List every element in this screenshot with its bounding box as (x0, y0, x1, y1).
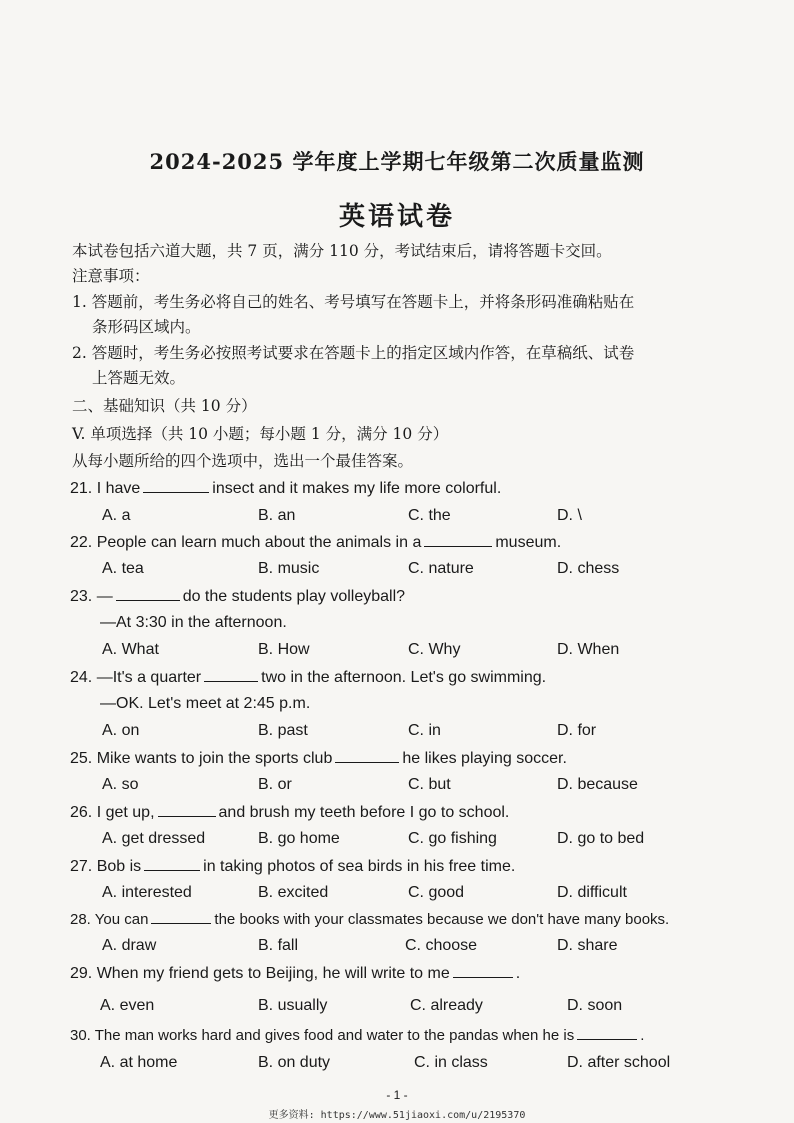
direction-text: 从每小题所给的四个选项中，选出一个最佳答案。 (72, 452, 414, 470)
option-a: A. even (100, 997, 155, 1014)
question-text: the books with your classmates because we don't have many books. (214, 911, 670, 928)
notice-item-2-cont: 上答题无效。 (92, 369, 186, 387)
option-a: A. draw (102, 937, 157, 954)
option-c: C. in (408, 722, 441, 739)
option-c: C. nature (408, 560, 474, 577)
option-d: D. after school (567, 1054, 671, 1071)
option-b: B. fall (258, 937, 299, 954)
exam-subtitle: 英语试卷 (338, 202, 455, 232)
question-text: 23. — (70, 588, 113, 605)
answer-blank (577, 1025, 637, 1040)
question-text: 24. —It's a quarter (70, 669, 202, 686)
option-b: B. usually (258, 997, 328, 1014)
exam-title: 2024-2025 学年度上学期七年级第二次质量监测 (149, 149, 645, 174)
question-text: and brush my teeth before I go to school. (218, 804, 510, 821)
question-text: do the students play volleyball? (182, 588, 406, 605)
option-c: C. the (408, 507, 451, 524)
option-c: C. good (408, 884, 465, 901)
notice-item-2: 2. 答题时，考生务必按照考试要求在答题卡上的指定区域内作答，在草稿纸、试卷 (72, 344, 635, 362)
notice-item-1-cont: 条形码区域内。 (92, 318, 201, 336)
page-number: - 1 - (386, 1088, 408, 1102)
option-c: C. go fishing (408, 830, 497, 847)
intro-text: 本试卷包括六道大题，共 7 页，满分 110 分，考试结束后，请将答题卡交回。 (72, 242, 612, 260)
question-30 (70, 1025, 644, 1046)
option-a: A. so (102, 776, 139, 793)
question-text: 25. Mike wants to join the sports club (70, 750, 333, 767)
question-29 (70, 963, 520, 984)
answer-blank (424, 532, 492, 547)
footer-link[interactable]: 更多资料: https://www.51jiaoxi.com/u/2195370 (268, 1110, 526, 1121)
question-text: 22. People can learn much about the animals in a (70, 534, 422, 551)
question-text: . (515, 965, 521, 982)
question-text: two in the afternoon. Let's go swimming. (261, 669, 547, 686)
question-27 (70, 856, 515, 877)
options-26 (0, 829, 794, 849)
option-c: C. in class (414, 1054, 488, 1071)
option-d: D. share (557, 937, 618, 954)
answer-blank (204, 667, 258, 682)
notice-item-1: 1. 答题前，考生务必将自己的姓名、考号填写在答题卡上，并将条形码准确粘贴在 (72, 293, 635, 311)
option-a: A. get dressed (102, 830, 206, 847)
option-b: B. go home (258, 830, 340, 847)
option-a: A. a (102, 507, 131, 524)
question-25 (70, 748, 567, 769)
question-text: 21. I have (70, 480, 141, 497)
options-21 (0, 506, 794, 526)
answer-blank (158, 802, 216, 817)
question-23-answer: —At 3:30 in the afternoon. (100, 614, 287, 631)
question-text: 30. The man works hard and gives food and water to the pandas when he is (70, 1027, 575, 1044)
options-27 (0, 883, 794, 903)
answer-blank (144, 856, 200, 871)
option-d: D. for (557, 722, 597, 739)
option-a: A. tea (102, 560, 144, 577)
option-c: C. but (408, 776, 451, 793)
question-24-answer: —OK. Let's meet at 2:45 p.m. (100, 695, 311, 712)
option-b: B. past (258, 722, 308, 739)
part-heading: 二、基础知识（共 10 分） (72, 397, 257, 415)
question-24 (70, 667, 546, 688)
question-text: 26. I get up, (70, 804, 155, 821)
options-30 (0, 1053, 794, 1073)
option-d: D. difficult (557, 884, 627, 901)
option-d: D. go to bed (557, 830, 645, 847)
option-a: A. What (102, 641, 159, 658)
question-text: in taking photos of sea birds in his free time. (203, 858, 516, 875)
option-b: B. How (258, 641, 310, 658)
option-a: A. at home (100, 1054, 178, 1071)
question-22 (70, 532, 561, 553)
answer-blank (335, 748, 399, 763)
answer-blank (151, 909, 211, 924)
option-d: D. When (557, 641, 620, 658)
option-d: D. because (557, 776, 638, 793)
notice-heading: 注意事项： (72, 267, 150, 285)
option-c: C. choose (405, 937, 478, 954)
option-d: D. \ (557, 507, 582, 524)
question-26 (70, 802, 509, 823)
options-28 (0, 936, 794, 956)
answer-blank (116, 586, 180, 601)
option-d: D. soon (567, 997, 623, 1014)
question-text: 29. When my friend gets to Beijing, he will write to me (70, 965, 450, 982)
question-text: 28. You can (70, 911, 149, 928)
options-24 (0, 721, 794, 741)
options-25 (0, 775, 794, 795)
option-b: B. on duty (258, 1054, 331, 1071)
option-b: B. an (258, 507, 296, 524)
options-29 (0, 996, 794, 1016)
option-a: A. interested (102, 884, 192, 901)
option-a: A. on (102, 722, 140, 739)
question-text: 27. Bob is (70, 858, 142, 875)
question-text: insect and it makes my life more colorful. (212, 480, 502, 497)
option-c: C. Why (408, 641, 461, 658)
question-28 (70, 909, 669, 930)
question-text: . (640, 1027, 645, 1044)
option-b: B. or (258, 776, 292, 793)
answer-blank (143, 478, 209, 493)
options-23 (0, 640, 794, 660)
answer-blank (453, 963, 513, 978)
sub-heading: V. 单项选择（共 10 小题；每小题 1 分，满分 10 分） (72, 425, 449, 443)
option-b: B. music (258, 560, 320, 577)
question-23 (70, 586, 405, 607)
option-d: D. chess (557, 560, 620, 577)
question-21 (70, 478, 501, 499)
question-text: he likes playing soccer. (402, 750, 567, 767)
question-text: museum. (495, 534, 562, 551)
option-c: C. already (410, 997, 483, 1014)
option-b: B. excited (258, 884, 329, 901)
options-22 (0, 559, 794, 579)
